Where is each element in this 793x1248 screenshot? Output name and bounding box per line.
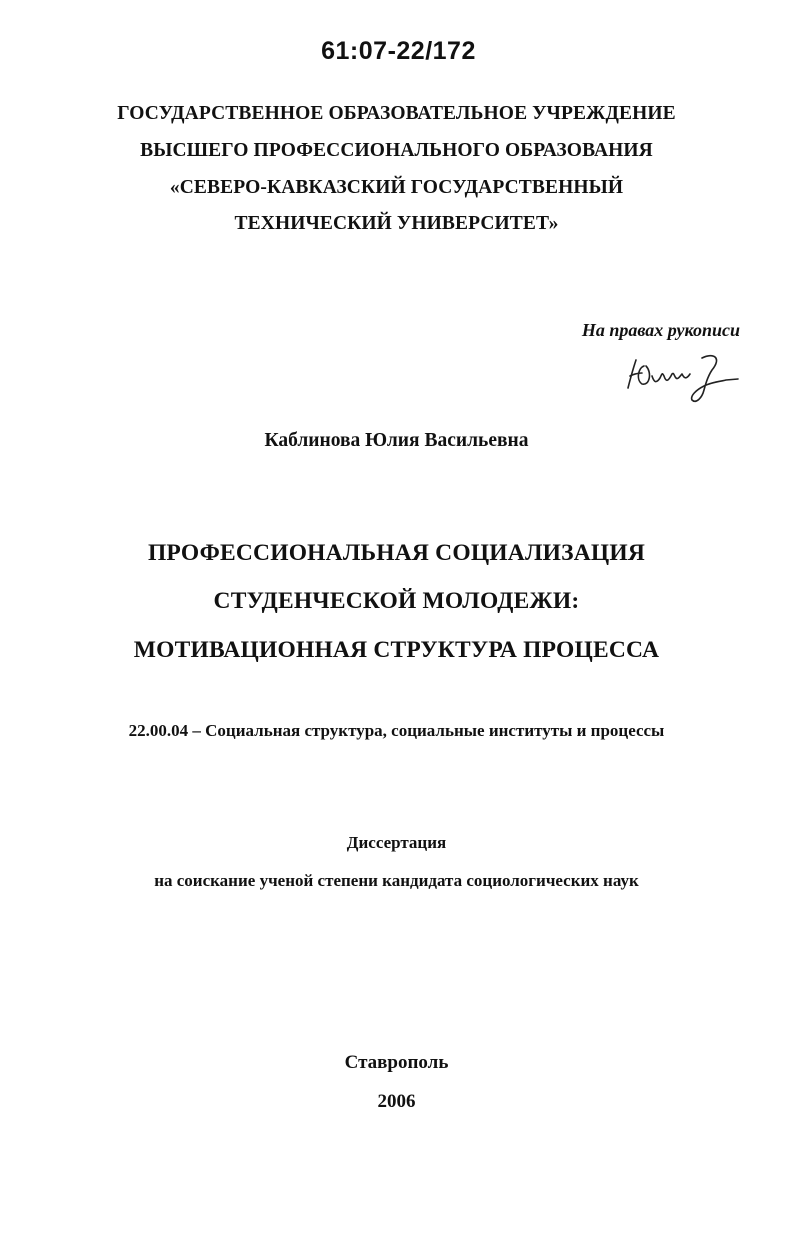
city: Ставрополь [344, 1052, 449, 1073]
handwritten-signature-icon [622, 346, 742, 410]
specialty-code: 22.00.04 – Социальная структура, социальные институты и процессы [128, 721, 665, 740]
dissertation-type: Диссертация [346, 833, 447, 852]
title-line-3: МОТИВАЦИОННАЯ СТРУКТУРА ПРОЦЕССА [133, 637, 660, 663]
institution-line-4: ТЕХНИЧЕСКИЙ УНИВЕРСИТЕТ» [234, 213, 559, 234]
title-line-1: ПРОФЕССИОНАЛЬНАЯ СОЦИАЛИЗАЦИЯ [147, 540, 646, 566]
manuscript-note: На правах рукописи [581, 320, 740, 340]
institution-line-1: ГОСУДАРСТВЕННОЕ ОБРАЗОВАТЕЛЬНОЕ УЧРЕЖДЕНИЕ [117, 103, 676, 124]
institution-line-2: ВЫСШЕГО ПРОФЕССИОНАЛЬНОГО ОБРАЗОВАНИЯ [140, 140, 653, 161]
archive-number: 61:07-22/172 [321, 37, 476, 65]
year: 2006 [377, 1091, 416, 1112]
title-line-2: СТУДЕНЧЕСКОЙ МОЛОДЕЖИ: [213, 588, 580, 614]
degree-statement: на соискание ученой степени кандидата социологических наук [154, 871, 639, 890]
institution-line-3: «СЕВЕРО-КАВКАЗСКИЙ ГОСУДАРСТВЕННЫЙ [169, 177, 624, 198]
author-name: Каблинова Юлия Васильевна [264, 430, 529, 451]
